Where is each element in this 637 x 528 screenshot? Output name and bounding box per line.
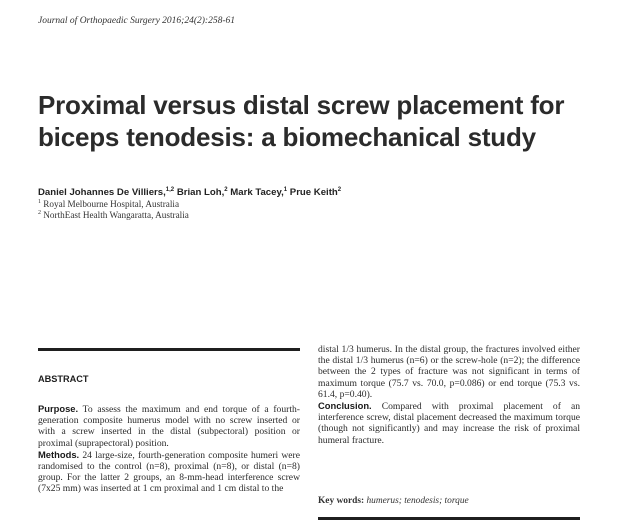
author-list — [38, 187, 341, 198]
journal-citation: Journal of Orthopaedic Surgery 2016;24(2):258-61 — [38, 16, 236, 26]
author-name: Daniel Johannes De Villiers, — [38, 187, 166, 198]
author-affiliation-mark: 1,2 — [165, 186, 175, 193]
article-title — [38, 89, 618, 153]
keywords — [318, 496, 469, 506]
conclusion-label: Conclusion. — [318, 400, 372, 412]
conclusion-text: Compared with proximal placement of an interference screw, distal placement decreased the maximum torque (though not significantly) and may increase the risk of proximal humeral fracture. — [318, 401, 580, 446]
affiliation-mark: 2 — [38, 209, 41, 216]
abstract-top-rule — [38, 348, 300, 351]
author-affiliation-mark: 1 — [283, 186, 288, 193]
author-affiliation-mark: 2 — [224, 186, 228, 193]
abstract-bottom-rule — [318, 517, 580, 520]
affiliation-2 — [38, 210, 189, 220]
author-name: Brian Loh, — [176, 187, 225, 198]
results-continued-paragraph: distal 1/3 humerus. In the distal group, the fractures involved either the distal 1/3 humerus (n=6) or the screw-hole (n=2); the difference between the 2 types of fracture was not significant in terms of maximum torque (75.7 vs. 70.0, p=0.086) or end torque (75.3 vs. 61.4, p=0.40). — [318, 344, 580, 400]
affiliation-text: NorthEast Health Wangaratta, Australia — [41, 210, 189, 220]
keywords-text: humerus; tenodesis; torque — [364, 496, 469, 506]
author-name: Prue Keith — [289, 187, 338, 198]
abstract-heading: ABSTRACT — [38, 374, 89, 384]
abstract-column-right — [318, 344, 580, 446]
author-name: Mark Tacey, — [230, 187, 284, 198]
affiliation-1 — [38, 199, 179, 209]
purpose-paragraph — [38, 403, 300, 449]
methods-text: 24 large-size, fourth-generation composite humeri were randomised to the control (n=8), proximal (n=8), or distal (n=8) group. For the latter 2 groups, an 8-mm-head interference screw (7x25 mm) was inserted at 1 cm proximal and 1 cm distal to the — [38, 449, 300, 495]
affiliation-text: Royal Melbourne Hospital, Australia — [41, 199, 180, 209]
affiliation-mark: 1 — [38, 198, 41, 205]
purpose-label: Purpose. — [38, 403, 79, 414]
title-line-2: biceps tenodesis: a biomechanical study — [38, 122, 536, 152]
title-line-1: Proximal versus distal screw placement for — [38, 90, 565, 120]
purpose-text: To assess the maximum and end torque of a fourth-generation composite humerus model with no screw inserted or with a screw inserted in the distal (subpectoral) position or proximal (suprapectoral) position. — [38, 404, 300, 449]
conclusion-paragraph — [318, 400, 580, 446]
keywords-label: Key words: — [318, 496, 365, 506]
methods-paragraph — [38, 449, 300, 495]
author-affiliation-mark: 2 — [337, 186, 342, 193]
abstract-column-left — [38, 403, 300, 525]
methods-label: Methods. — [38, 448, 80, 460]
